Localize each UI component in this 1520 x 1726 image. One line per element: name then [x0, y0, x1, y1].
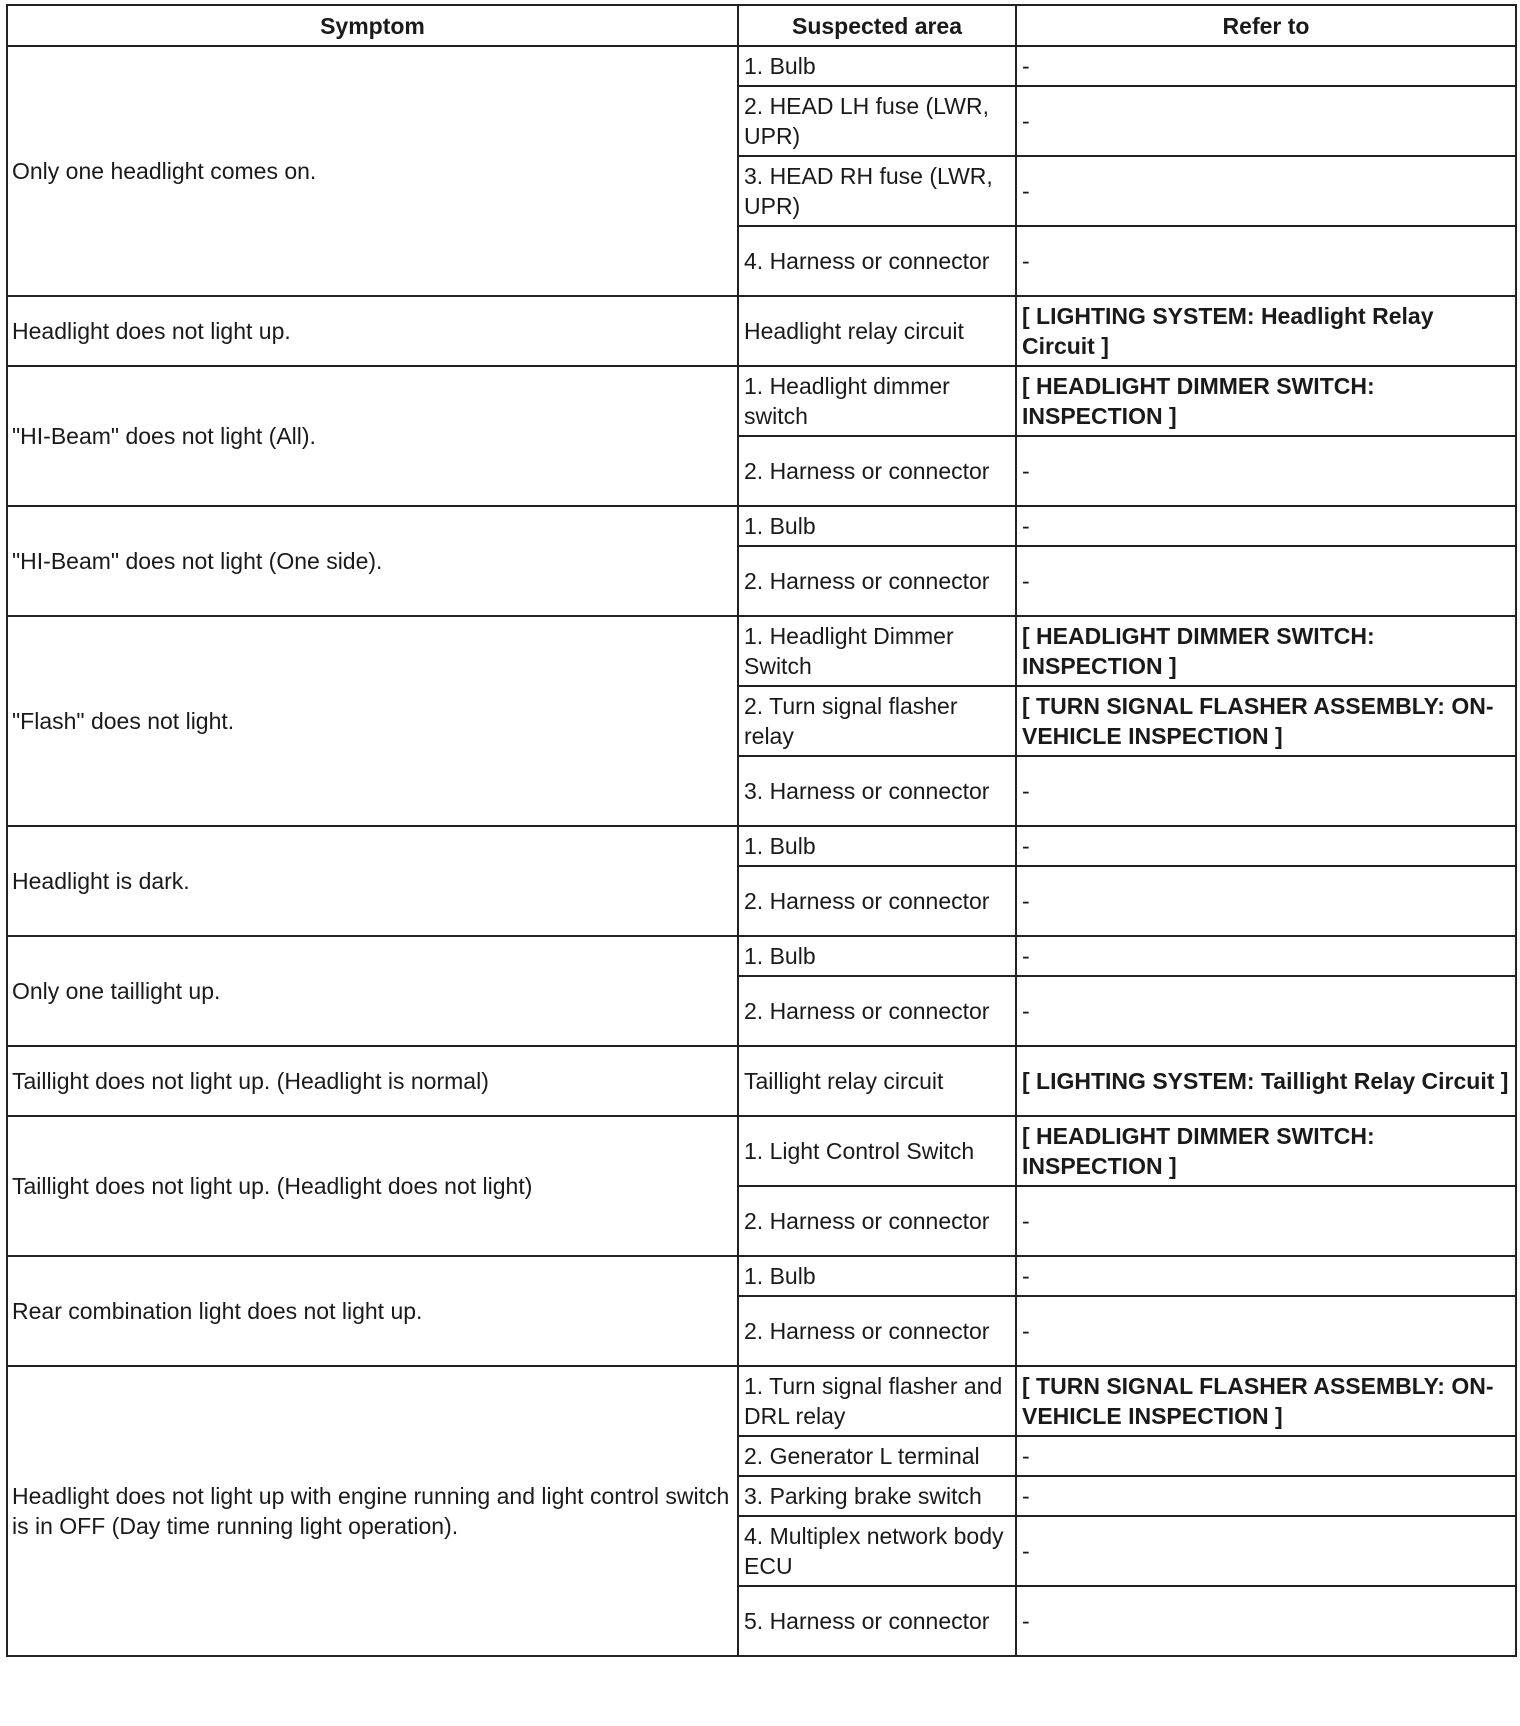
- refer-to-cell: [ HEADLIGHT DIMMER SWITCH: INSPECTION ]: [1016, 616, 1516, 686]
- header-refer-to: Refer to: [1016, 5, 1516, 46]
- refer-to-cell: -: [1016, 506, 1516, 546]
- symptom-cell: Taillight does not light up. (Headlight is normal): [7, 1046, 738, 1116]
- symptom-cell: Only one taillight up.: [7, 936, 738, 1046]
- symptom-cell: Headlight does not light up.: [7, 296, 738, 366]
- table-row: [7, 936, 1516, 976]
- refer-to-cell: [ HEADLIGHT DIMMER SWITCH: INSPECTION ]: [1016, 366, 1516, 436]
- table-row: [7, 296, 1516, 366]
- table-row: [7, 46, 1516, 86]
- troubleshooting-table: [6, 4, 1517, 1657]
- table-row: [7, 506, 1516, 546]
- suspected-area-cell: 2. Turn signal flasher relay: [738, 686, 1016, 756]
- suspected-area-cell: 2. Harness or connector: [738, 546, 1016, 616]
- table-row: [7, 1046, 1516, 1116]
- suspected-area-cell: 2. HEAD LH fuse (LWR, UPR): [738, 86, 1016, 156]
- refer-to-cell: -: [1016, 546, 1516, 616]
- table-row: [7, 1366, 1516, 1436]
- suspected-area-cell: 2. Harness or connector: [738, 1296, 1016, 1366]
- suspected-area-cell: 1. Turn signal flasher and DRL relay: [738, 1366, 1016, 1436]
- suspected-area-cell: 4. Harness or connector: [738, 226, 1016, 296]
- refer-to-cell: [ LIGHTING SYSTEM: Headlight Relay Circuit ]: [1016, 296, 1516, 366]
- refer-to-cell: -: [1016, 1436, 1516, 1476]
- symptom-cell: "HI-Beam" does not light (All).: [7, 366, 738, 506]
- table-row: [7, 826, 1516, 866]
- refer-to-cell: -: [1016, 756, 1516, 826]
- symptom-cell: Only one headlight comes on.: [7, 46, 738, 296]
- refer-to-cell: -: [1016, 156, 1516, 226]
- suspected-area-cell: 2. Generator L terminal: [738, 1436, 1016, 1476]
- suspected-area-cell: 2. Harness or connector: [738, 1186, 1016, 1256]
- refer-to-cell: [ TURN SIGNAL FLASHER ASSEMBLY: ON-VEHICLE INSPECTION ]: [1016, 1366, 1516, 1436]
- header-suspected-area: Suspected area: [738, 5, 1016, 46]
- header-row: [7, 5, 1516, 46]
- suspected-area-cell: 1. Bulb: [738, 936, 1016, 976]
- suspected-area-cell: 2. Harness or connector: [738, 866, 1016, 936]
- suspected-area-cell: 5. Harness or connector: [738, 1586, 1016, 1656]
- refer-to-cell: [ LIGHTING SYSTEM: Taillight Relay Circuit ]: [1016, 1046, 1516, 1116]
- suspected-area-cell: 1. Bulb: [738, 1256, 1016, 1296]
- refer-to-cell: -: [1016, 1586, 1516, 1656]
- suspected-area-cell: Taillight relay circuit: [738, 1046, 1016, 1116]
- suspected-area-cell: 3. Parking brake switch: [738, 1476, 1016, 1516]
- suspected-area-cell: 1. Bulb: [738, 826, 1016, 866]
- suspected-area-cell: 1. Headlight dimmer switch: [738, 366, 1016, 436]
- refer-to-cell: -: [1016, 1256, 1516, 1296]
- refer-to-cell: [ HEADLIGHT DIMMER SWITCH: INSPECTION ]: [1016, 1116, 1516, 1186]
- symptom-cell: "HI-Beam" does not light (One side).: [7, 506, 738, 616]
- suspected-area-cell: 3. Harness or connector: [738, 756, 1016, 826]
- suspected-area-cell: 4. Multiplex network body ECU: [738, 1516, 1016, 1586]
- table-row: [7, 616, 1516, 686]
- suspected-area-cell: 1. Light Control Switch: [738, 1116, 1016, 1186]
- header-symptom: Symptom: [7, 5, 738, 46]
- refer-to-cell: -: [1016, 936, 1516, 976]
- table-row: [7, 366, 1516, 436]
- symptom-cell: Headlight does not light up with engine running and light control switch is in OFF (Day time running light operation).: [7, 1366, 738, 1656]
- refer-to-cell: -: [1016, 826, 1516, 866]
- symptom-cell: Headlight is dark.: [7, 826, 738, 936]
- refer-to-cell: -: [1016, 86, 1516, 156]
- suspected-area-cell: 2. Harness or connector: [738, 976, 1016, 1046]
- refer-to-cell: -: [1016, 1476, 1516, 1516]
- table-row: [7, 1256, 1516, 1296]
- refer-to-cell: -: [1016, 1516, 1516, 1586]
- suspected-area-cell: 1. Bulb: [738, 506, 1016, 546]
- refer-to-cell: -: [1016, 866, 1516, 936]
- table-row: [7, 1116, 1516, 1186]
- symptom-cell: "Flash" does not light.: [7, 616, 738, 826]
- symptom-cell: Taillight does not light up. (Headlight does not light): [7, 1116, 738, 1256]
- refer-to-cell: [ TURN SIGNAL FLASHER ASSEMBLY: ON-VEHICLE INSPECTION ]: [1016, 686, 1516, 756]
- suspected-area-cell: 1. Bulb: [738, 46, 1016, 86]
- refer-to-cell: -: [1016, 1296, 1516, 1366]
- suspected-area-cell: 3. HEAD RH fuse (LWR, UPR): [738, 156, 1016, 226]
- suspected-area-cell: 1. Headlight Dimmer Switch: [738, 616, 1016, 686]
- refer-to-cell: -: [1016, 226, 1516, 296]
- refer-to-cell: -: [1016, 1186, 1516, 1256]
- refer-to-cell: -: [1016, 436, 1516, 506]
- suspected-area-cell: 2. Harness or connector: [738, 436, 1016, 506]
- table-body: [7, 46, 1516, 1656]
- suspected-area-cell: Headlight relay circuit: [738, 296, 1016, 366]
- symptom-cell: Rear combination light does not light up.: [7, 1256, 738, 1366]
- refer-to-cell: -: [1016, 976, 1516, 1046]
- refer-to-cell: -: [1016, 46, 1516, 86]
